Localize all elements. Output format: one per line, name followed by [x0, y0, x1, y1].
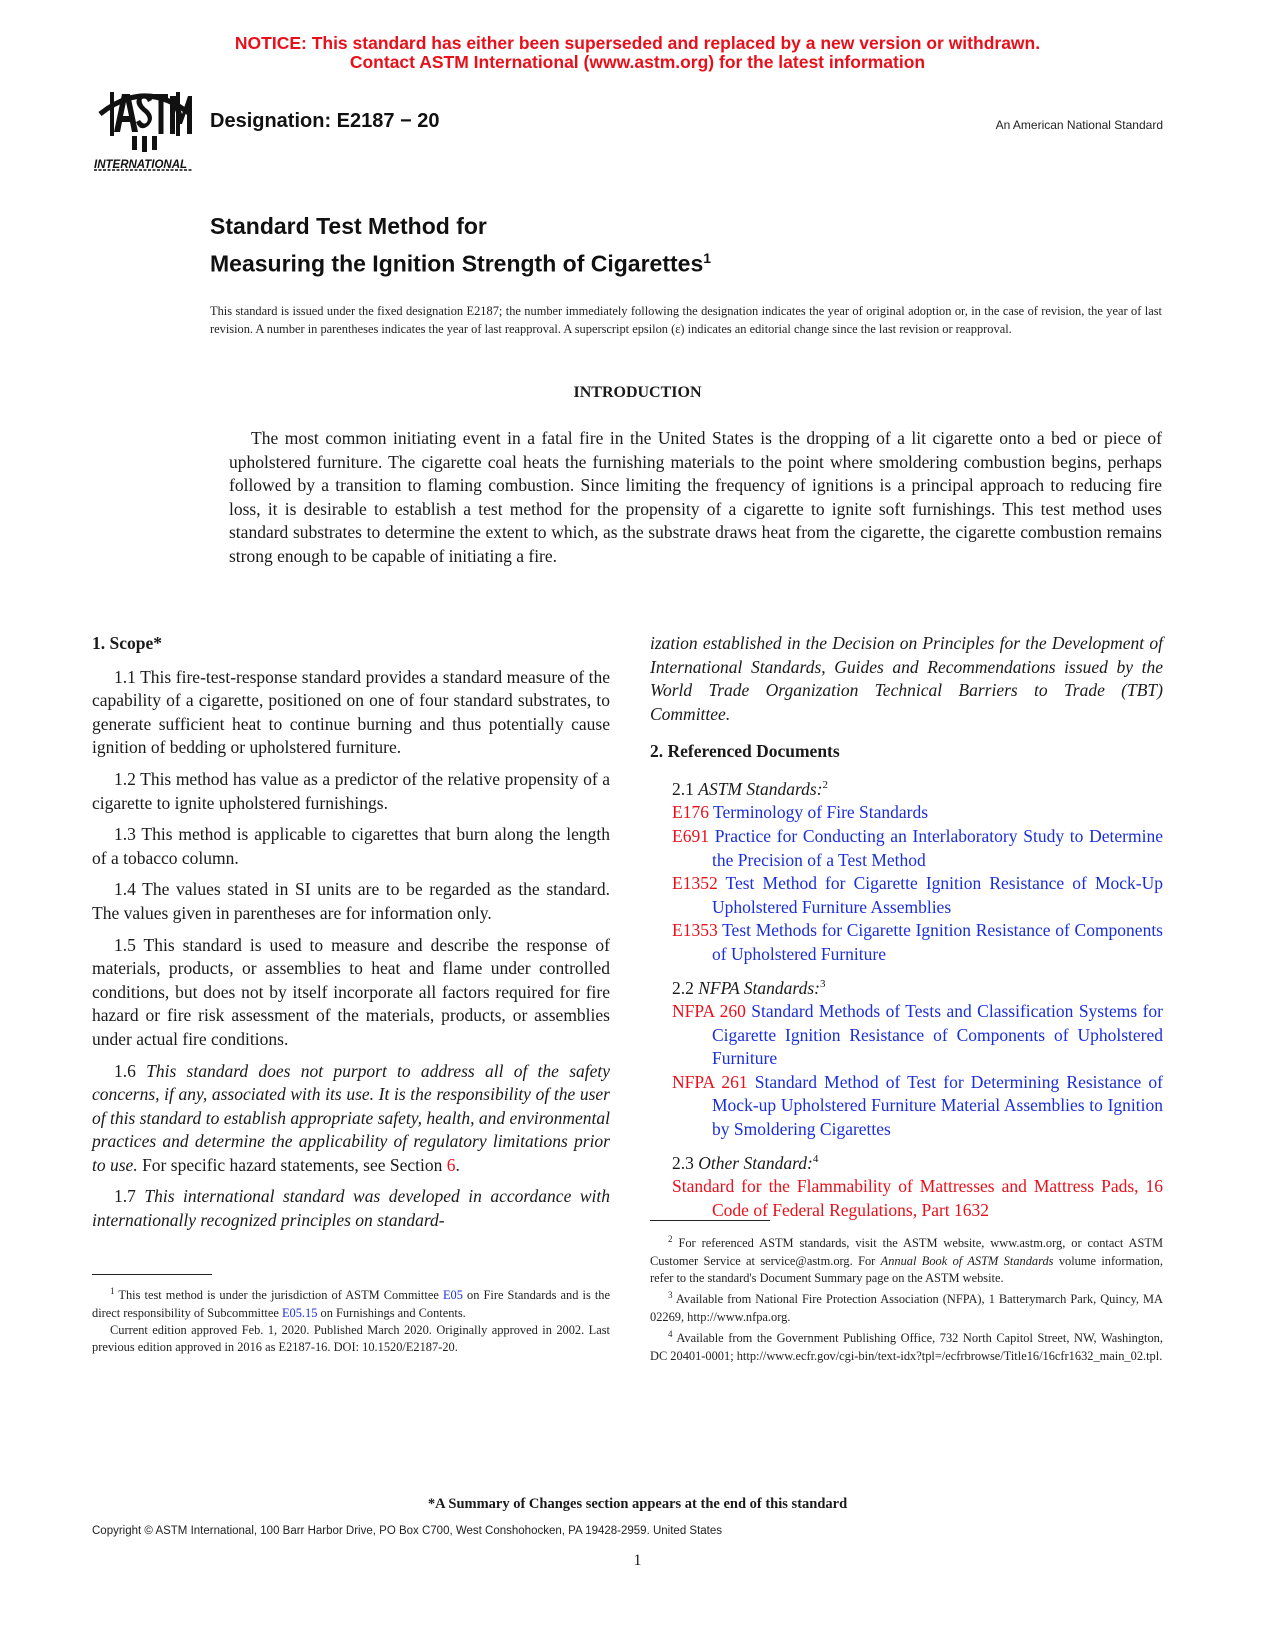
logo-text: INTERNATIONAL: [94, 159, 188, 171]
section-1-5: 1.5 This standard is used to measure and describe the response of materials, products, or assemblies to heat and flame under controlled conditions, but does not by itself incorporate all factors required for fire hazard or fire risk assessment of the materials, products, or assemblies under actual fire conditions.: [92, 934, 610, 1049]
ref-e691[interactable]: E691 Practice for Conducting an Interlaboratory Study to Determine the Precision of a Test Method: [672, 825, 1164, 870]
notice-line-1: NOTICE: This standard has either been superseded and replaced by a new version or withdrawn.: [234, 33, 1041, 53]
ref-e176[interactable]: E176 Terminology of Fire Standards: [672, 802, 929, 823]
introduction-heading: INTRODUCTION: [573, 384, 702, 401]
committee-e05-link[interactable]: E05: [442, 1288, 463, 1303]
section-1-7-continued: ization established in the Decision on Principles for the Development of International Standards, Guides and Recommendations issued by the World Trade Organization Technical Barriers to Trade (TBT) Committee.: [650, 633, 1163, 724]
referenced-documents-heading: 2. Referenced Documents: [650, 741, 840, 762]
other-standard-label: 2.3 Other Standard:$^4$: [672, 1152, 819, 1173]
footnote-1: $^1$ This test method is under the jurisdiction of ASTM Committee E05 on Fire Standards and is the direct responsibility of Subcommittee E05.15 on Furnishings and Contents.: [92, 1286, 611, 1320]
scope-heading: 1. Scope*: [92, 633, 162, 653]
section-1-1: 1.1 This fire-test-response standard provides a standard measure of the capability of a cigarette, positioned on one of four standard substrates, to generate sufficient heat to continue burning and thus potentially cause ignition of bedding or upholstered furniture.: [92, 666, 610, 758]
ref-e1353[interactable]: E1353 Test Methods for Cigarette Ignition Resistance of Components of Upholstered Furniture: [672, 920, 1163, 964]
section-1-6: 1.6 This standard does not purport to address all of the safety concerns, if any, associated with its use. It is the responsibility of the user of this standard to establish appropriate safety, health, and environmental practices and determine the applicability of regulatory limitations prior to use. For specific hazard statements, see Section 6.: [92, 1060, 611, 1175]
ref-nfpa-261[interactable]: NFPA 261 Standard Method of Test for Determining Resistance of Mock-up Upholstered Furniture Material Assemblies to Ignition by Smoldering Cigarettes: [672, 1071, 1164, 1139]
section-1-2: 1.2 This method has value as a predictor of the relative propensity of a cigarette to ignite upholstered furnishings.: [92, 768, 610, 813]
footnote-4: $^4$ Available from the Government Publishing Office, 732 North Capitol Street, NW, Washington, DC 20401-0001; http://www.ecfr.gov/cgi-bin/text-idx?tpl=/ecfrbrowse/Title16/16cfr1632_main_02.tpl.: [650, 1329, 1163, 1363]
title-footnote-mark: 1: [703, 250, 712, 266]
footnotes-right: [650, 1231, 1163, 1365]
ref-e1352[interactable]: E1352 Test Method for Cigarette Ignition Resistance of Mock-Up Upholstered Furniture Assemblies: [672, 873, 1163, 917]
page-number: 1: [633, 1552, 642, 1569]
edition-note: Current edition approved Feb. 1, 2020. Published March 2020. Originally approved in 2002. Last previous edition approved in 2016 as E2187-16. DOI: 10.1520/E2187-20.: [92, 1322, 610, 1355]
designation: Designation: E2187 − 20: [210, 110, 440, 132]
astm-logo: [92, 84, 198, 174]
left-column: [92, 632, 610, 1241]
ref-nfpa-260[interactable]: NFPA 260 Standard Methods of Tests and Classification Systems for Cigarette Ignition Resistance of Components of Upholstered Furniture: [672, 1000, 1164, 1069]
section-1-4: 1.4 The values stated in SI units are to be regarded as the standard. The values given in parentheses are for information only.: [92, 879, 610, 923]
introduction-text: The most common initiating event in a fatal fire in the United States is the dropping of a lit cigarette onto a bed or piece of upholstered furniture. The cigarette coal heats the furnishing materials to the point where smoldering combustion begins, perhaps followed by a transition to flaming combustion. Since limiting the frequency of ignitions is a principal approach to reducing fire loss, it is desirable to establish a test method for the propensity of a cigarette to ignite soft furnishings. This test method uses standard substrates to determine the extent to which, as the substrate draws heat from the cigarette, the cigarette combustion remains strong enough to be capable of initiating a fire.: [229, 428, 1162, 566]
notice-line-2: Contact ASTM International (www.astm.org) for the latest information: [349, 52, 926, 72]
footnote-3: $^3$ Available from National Fire Protection Association (NFPA), 1 Batterymarch Park, Quincy, MA 02269, http://www.nfpa.org.: [650, 1290, 1163, 1324]
supersession-notice: [0, 34, 1275, 72]
footnote-rule-right: [650, 1220, 770, 1221]
footnote-2: $^2$ For referenced ASTM standards, visit the ASTM website, www.astm.org, or contact ASTM Customer Service at service@astm.org. For Annual Book of ASTM Standards volume information, refer to the standard's Document Summary page on the ASTM website.: [650, 1234, 1163, 1285]
title-line-1: Standard Test Method for: [210, 213, 487, 239]
subcommittee-e05-15-link[interactable]: E05.15: [281, 1305, 318, 1320]
astm-standards-label: 2.1 ASTM Standards:$^2$: [672, 778, 829, 799]
issuance-statement: This standard is issued under the fixed designation E2187; the number immediately following the designation indicates the year of original adoption or, in the case of revision, the year of last revision. A number in parentheses indicates the year of last reapproval. A superscript epsilon (ε) indicates an editorial change since the last revision or reapproval.: [210, 304, 1162, 336]
document-title: [210, 210, 711, 280]
copyright: Copyright © ASTM International, 100 Barr Harbor Drive, PO Box C700, West Conshohocken, PA 19428-2959. United States: [92, 1525, 723, 1537]
title-line-2: Measuring the Ignition Strength of Cigarettes$^1$: [210, 250, 712, 277]
ref-16-cfr-1632[interactable]: Standard for the Flammability of Mattresses and Mattress Pads, 16 Code of Federal Regulations, Part 1632: [672, 1175, 1163, 1220]
national-standard-label: An American National Standard: [995, 118, 1163, 132]
nfpa-standards-label: 2.2 NFPA Standards:$^3$: [672, 977, 826, 998]
section-1-7: 1.7 This international standard was developed in accordance with internationally recognized principles on standard-: [92, 1186, 611, 1231]
section-1-3: 1.3 This method is applicable to cigarettes that burn along the length of a tobacco column.: [92, 824, 610, 868]
section-6-link[interactable]: 6: [446, 1154, 456, 1175]
footnotes-left: [92, 1283, 610, 1357]
footnote-rule-left: [92, 1274, 212, 1275]
summary-of-changes-note: *A Summary of Changes section appears at the end of this standard: [427, 1496, 848, 1512]
right-column: [650, 632, 1163, 1222]
